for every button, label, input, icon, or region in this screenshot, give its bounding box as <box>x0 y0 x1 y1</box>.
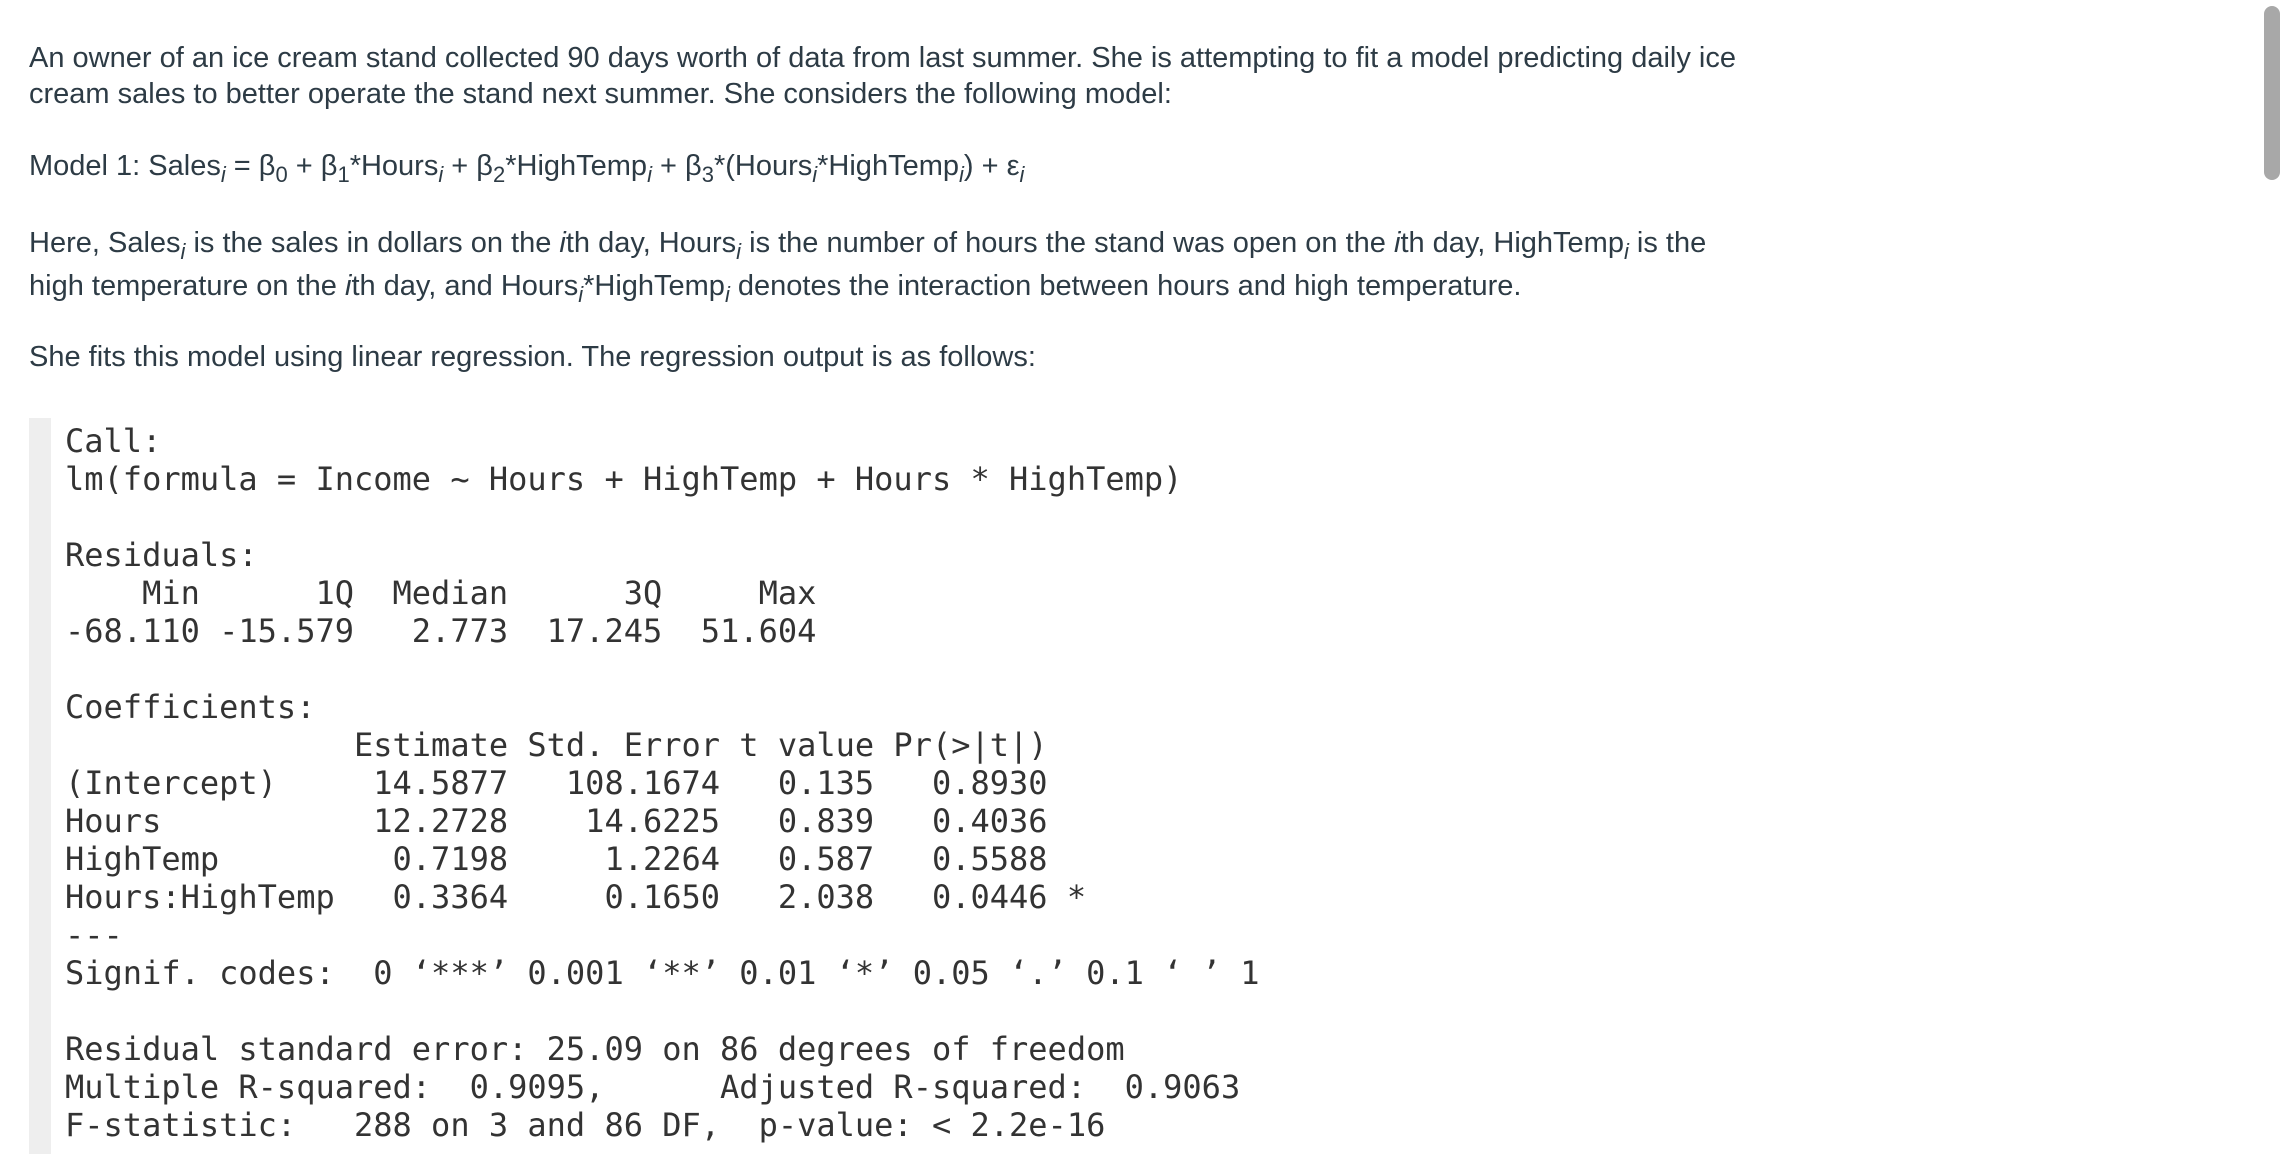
subscript-i: i <box>578 282 584 307</box>
italic-i: i <box>559 227 566 259</box>
model-text: *(Hours <box>713 150 813 182</box>
intro-line-2: cream sales to better operate the stand next summer. She considers the following model: <box>29 78 1172 110</box>
italic-i: i <box>1393 227 1401 259</box>
definition-text: denotes the interaction between hours and high temperature. <box>729 270 1522 302</box>
question-content <box>29 40 2209 375</box>
model-equation <box>29 148 2209 187</box>
scrollbar-thumb[interactable] <box>2264 6 2280 180</box>
subscript-i: i <box>958 162 964 187</box>
definition-text: is the <box>1628 227 1707 259</box>
output-line: Residual standard error: 25.09 on 86 degrees of freedom <box>65 1030 1125 1068</box>
definition-text: *HighTemp <box>583 270 725 302</box>
subscript-i: i <box>1623 239 1629 264</box>
model-text: *Hours <box>349 150 439 182</box>
intro-paragraph <box>29 40 2209 112</box>
definition-text: th day, Hours <box>565 227 737 259</box>
model-text: *HighTemp <box>505 150 648 182</box>
definition-text: high temperature on the <box>29 270 345 302</box>
output-line: Hours 12.2728 14.6225 0.839 0.4036 <box>65 802 1087 840</box>
definition-text: is the sales in dollars on the <box>185 227 560 259</box>
fits-paragraph: She fits this model using linear regression. The regression output is as follows: <box>29 341 1036 373</box>
definition-text: Here, Sales <box>29 227 181 259</box>
definition-text: th day, HighTemp <box>1400 227 1624 259</box>
model-text: + β <box>287 150 338 182</box>
output-line: HighTemp 0.7198 1.2264 0.587 0.5588 <box>65 840 1087 878</box>
subscript-i: i <box>1019 162 1025 187</box>
subscript-i: i <box>724 282 730 307</box>
model-text: ) + ε <box>963 150 1020 182</box>
output-line: -68.110 -15.579 2.773 17.245 51.604 <box>65 612 836 650</box>
output-line: --- <box>65 916 123 954</box>
output-line: Coefficients: <box>65 688 316 726</box>
subscript-i: i <box>736 239 742 264</box>
model-text: + β <box>651 150 702 182</box>
subscript-1: 1 <box>337 162 350 187</box>
output-line: Residuals: <box>65 536 258 574</box>
subscript-i: i <box>180 239 186 264</box>
subscript-i: i <box>438 162 444 187</box>
output-line: Estimate Std. Error t value Pr(>|t|) <box>65 726 1087 764</box>
intro-line-1: An owner of an ice cream stand collected 90 days worth of data from last summer. She is attempting to fit a model predicting daily ice <box>29 42 1737 74</box>
model-text: = β <box>225 150 276 182</box>
subscript-0: 0 <box>275 162 288 187</box>
page-scrollbar[interactable] <box>2250 0 2284 1154</box>
model-text: *HighTemp <box>817 150 959 182</box>
subscript-2: 2 <box>492 162 506 187</box>
output-line: F-statistic: 288 on 3 and 86 DF, p-value: < 2.2e-16 <box>65 1106 1106 1144</box>
output-line: lm(formula = Income ~ Hours + HighTemp + Hours * HighTemp) <box>65 460 1183 498</box>
definition-text: is the number of hours the stand was open on the <box>741 227 1394 259</box>
output-line: Hours:HighTemp 0.3364 0.1650 2.038 0.0446 * <box>65 878 1087 916</box>
regression-output <box>29 418 1329 1154</box>
italic-i: i <box>344 270 352 302</box>
regression-output-text <box>65 418 1329 1144</box>
output-line: Call: <box>65 422 162 460</box>
subscript-i: i <box>812 162 818 187</box>
output-line: Min 1Q Median 3Q Max <box>65 574 836 612</box>
output-line: (Intercept) 14.5877 108.1674 0.135 0.8930 <box>65 764 1087 802</box>
definition-text: th day, and Hours <box>351 270 579 302</box>
definitions-paragraph <box>29 222 2209 308</box>
model-text: + β <box>443 150 493 182</box>
subscript-i: i <box>220 162 226 187</box>
output-line: Multiple R-squared: 0.9095, Adjusted R-squared: 0.9063 <box>65 1068 1260 1106</box>
subscript-i: i <box>647 162 652 187</box>
subscript-3: 3 <box>701 162 714 187</box>
output-line: Signif. codes: 0 ‘***’ 0.001 ‘**’ 0.01 ‘*’ 0.05 ‘.’ 0.1 ‘ ’ 1 <box>65 954 1260 992</box>
model-label: Model 1: Sales <box>29 150 221 182</box>
